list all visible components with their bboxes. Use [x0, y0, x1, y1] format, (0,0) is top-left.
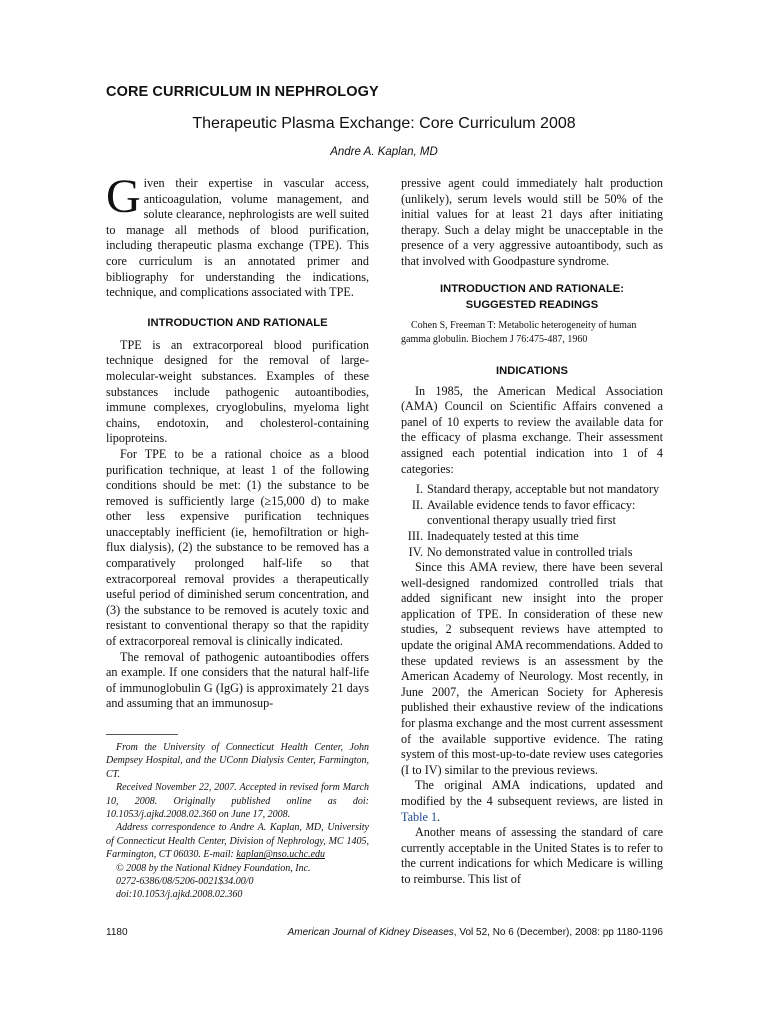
- footnotes: [106, 741, 369, 902]
- paragraph-original-text: The original AMA indications, updated and modified by the 4 subsequent reviews, are listed in: [401, 778, 663, 808]
- right-column: [401, 176, 663, 888]
- category-text: Available evidence tends to favor efficacy: conventional therapy usually tried first: [427, 497, 636, 528]
- footnote-received: Received November 22, 2007. Accepted in revised form March 10, 2008. Originally published online as doi: 10.1053/j.ajkd.2008.02.360 on June 17, 2008.: [106, 782, 369, 821]
- category-list: [401, 482, 663, 560]
- journal-citation: [288, 927, 663, 938]
- category-text: No demonstrated value in controlled trials: [427, 544, 633, 559]
- paragraph-another: Another means of assessing the standard of care currently acceptable in the United States is to refer to the current indications for which Medicare is willing to reimburse. This list of: [401, 825, 663, 886]
- heading-indications: INDICATIONS: [496, 364, 568, 377]
- footnote-issn: 0272-6386/08/5206-0021$34.00/0: [116, 876, 254, 888]
- footnote-address: [106, 821, 369, 861]
- footnote-affiliation: From the University of Connecticut Health Center, John Dempsey Hospital, and the UConn Dialysis Center, Farmington, CT.: [106, 742, 369, 780]
- paragraph-since: Since this AMA review, there have been several well-designed randomized controlled trials that added significant new insight into the proper application of TPE. In consideration of these new studies, 2 subsequent reviews have attempted to update the original AMA recommendations. Added to these updated reviews is an assessment by the American Academy of Neurology. Most recently, in June 2007, the American Society for Apheresis published their exhaustive review of the indications for plasma exchange and the most current assessment of the available supportive evidence. The rating system of this most-up-to-date review uses categories (I to IV) similar to the previous reviews.: [401, 560, 663, 777]
- category-item: [401, 482, 663, 498]
- section-title: CORE CURRICULUM IN NEPHROLOGY: [106, 84, 379, 100]
- category-item: [401, 545, 663, 561]
- footnote-copyright: © 2008 by the National Kidney Foundation, Inc.: [116, 862, 311, 874]
- category-item: [401, 529, 663, 545]
- email-link[interactable]: kaplan@nso.uchc.edu: [236, 849, 326, 861]
- heading-readings-line1: INTRODUCTION AND RATIONALE:: [440, 282, 624, 295]
- journal-volume: , Vol 52, No 6 (December), 2008: pp 1180-1196: [453, 927, 663, 938]
- category-number: IV.: [408, 544, 423, 559]
- reference-cohen: Cohen S, Freeman T: Metabolic heterogeneity of human gamma globulin. Biochem J 76:475-487, 1960: [401, 319, 637, 345]
- category-number: I.: [415, 482, 423, 497]
- author-name: Andre A. Kaplan, MD: [330, 146, 438, 158]
- footnote-doi: doi:10.1053/j.ajkd.2008.02.360: [116, 889, 243, 901]
- paragraph-continued: pressive agent could immediately halt production (unlikely), serum levels would still be 50% of the initial values for at least 21 days after initiating therapy. Such a delay might be unacceptable in the presence of a very aggressive autoantibody, such as that involved with Goodpasture syndrome.: [401, 176, 663, 268]
- article-title: Therapeutic Plasma Exchange: Core Curriculum 2008: [192, 115, 576, 132]
- category-number: III.: [407, 528, 423, 543]
- journal-name: American Journal of Kidney Diseases: [287, 927, 454, 938]
- paragraph-conditions: For TPE to be a rational choice as a blood purification technique, at least 1 of the following conditions should be met: (1) the substance to be removed is sufficiently large (≥15,000 d) to make other less expensive purification techniques unacceptably inefficient (ie, hemofiltration or high-flux dialysis), (2) the substance to be removed has a comparatively prolonged half-life so that extracorporeal removal provides a therapeutically useful period of diminished serum concentration, and (3) the substance to be removed is acutely toxic and resistant to conventional therapy so that the rapidity of extracorporeal removal is clinically indicated.: [106, 446, 369, 649]
- intro-text: iven their expertise in vascular access, anticoagulation, volume management, and solute clearance, nephrologists are well suited to manage all methods of blood purification, including therapeutic plasma exchange (TPE). This core curriculum is an annotated primer and bibliography for understanding the indications, technique, and complications associated with TPE.: [106, 176, 369, 300]
- category-number: II.: [411, 497, 423, 512]
- left-column: [106, 170, 369, 712]
- paragraph-1985: In 1985, the American Medical Association (AMA) Council on Scientific Affairs convened a panel of 10 experts to review the available data for the efficacy of plasma exchange. Their assessment assigned each potential indication into 1 of 4 categories:: [401, 383, 663, 476]
- category-text: Inadequately tested at this time: [427, 528, 579, 543]
- category-text: Standard therapy, acceptable but not mandatory: [427, 482, 660, 497]
- heading-introduction: INTRODUCTION AND RATIONALE: [147, 316, 328, 329]
- intro-paragraph: [106, 170, 369, 301]
- paragraph-tpe: TPE is an extracorporeal blood purification technique designed for the removal of large-molecular-weight substances. Examples of these substances include pathogenic autoantibodies, immune complexes, cryoglobulins, myeloma light chains, endotoxin, and cholesterol-containing lipoproteins.: [106, 337, 369, 446]
- heading-readings-line2: SUGGESTED READINGS: [465, 298, 599, 311]
- footnote-divider: [106, 734, 178, 735]
- paragraph-autoantibodies: The removal of pathogenic autoantibodies offers an example. If one considers that the natural half-life of immunoglobulin G (IgG) is approximately 21 days and assuming that an immunosup-: [106, 649, 369, 711]
- paragraph-original: [401, 778, 663, 825]
- paragraph-original-end: .: [437, 809, 441, 824]
- table-1-link[interactable]: Table 1: [401, 809, 438, 824]
- page-number: 1180: [106, 927, 128, 938]
- drop-cap: G: [106, 170, 141, 223]
- category-item: [401, 498, 663, 529]
- footnote-address-text: Address correspondence to Andre A. Kaplan, MD, University of Connecticut Health Center, Division of Nephrology, MC 1405, Farmington, CT 06030. E-mail:: [106, 822, 369, 861]
